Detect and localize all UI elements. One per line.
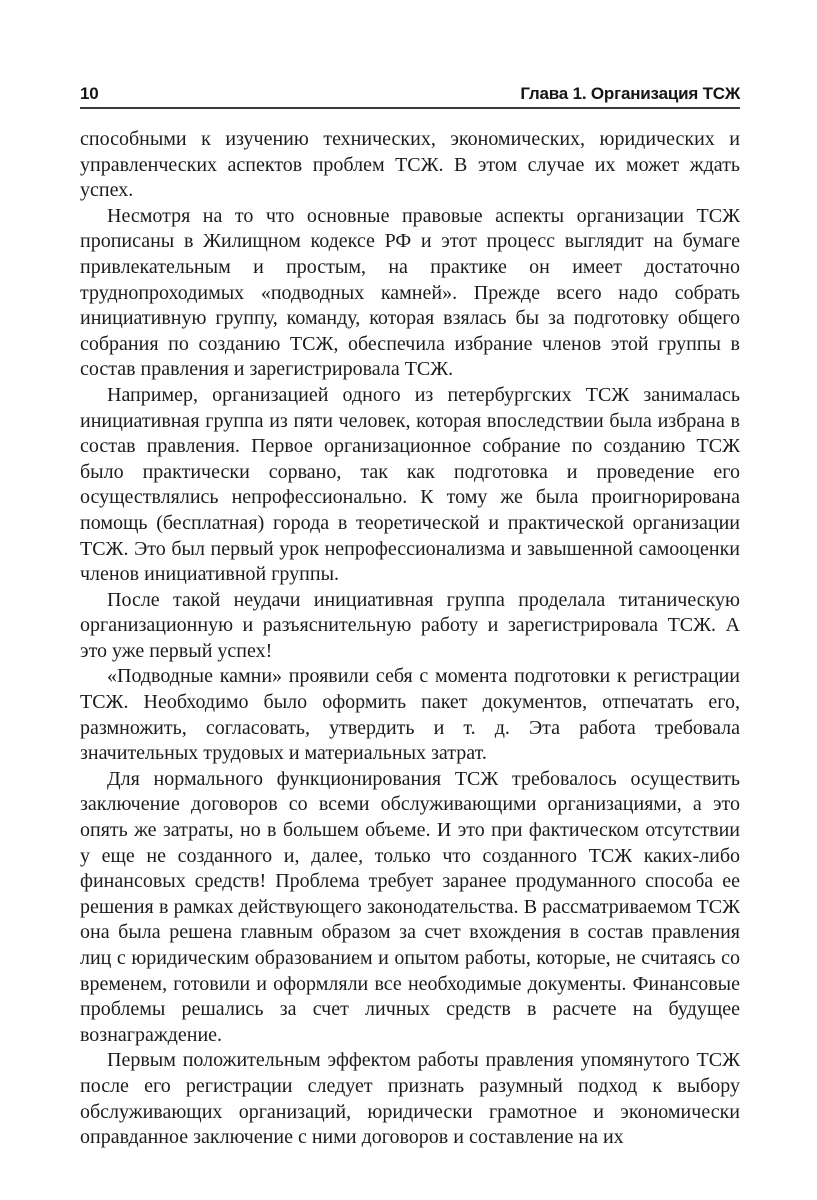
chapter-title: Глава 1. Организация ТСЖ xyxy=(520,84,740,103)
page-number: 10 xyxy=(80,84,99,103)
paragraph: «Подводные камни» проявили себя с момента подготовки к регистрации ТСЖ. Необходимо было оформить пакет документов, отпечатать его, размножить, согласовать, утвердить и т. д. Эта работа требовала значительных трудовых и материальных затрат. xyxy=(80,665,740,765)
body-text xyxy=(80,127,740,1151)
paragraph: способными к изучению технических, экономических, юридических и управленческих аспектов проблем ТСЖ. В этом случае их может ждать успех. xyxy=(80,128,740,202)
paragraph: После такой неудачи инициативная группа проделала титаническую организационную и разъяснительную работу и зарегистрировала ТСЖ. А это уже первый успех! xyxy=(80,588,740,662)
paragraph: Для нормального функционирования ТСЖ требовалось осуществить заключение договоров со всеми обслуживающими организациями, а это опять же затраты, но в большем объеме. И это при фактическом отсутствии у еще не созданного и, далее, только что созданного ТСЖ каких-либо финансовых средств! Проблема требует заранее продуманного способа ее решения в рамках действующего законодательства. В рассматриваемом ТСЖ она была решена главным образом за счет вхождения в состав правления лиц с юридическим образованием и опытом работы, которые, не считаясь со временем, готовили и оформляли все необходимые документы. Финансовые проблемы решались за счет личных средств в расчете на будущее вознаграждение. xyxy=(80,767,740,1046)
paragraph: Первым положительным эффектом работы правления упомянутого ТСЖ после его регистрации следует признать разумный подход к выбору обслуживающих организаций, юридически грамотное и экономически оправданное заключение с ними договоров и составление на их xyxy=(80,1049,740,1149)
page-header xyxy=(80,84,740,104)
header-rule xyxy=(80,107,740,109)
paragraph: Например, организацией одного из петербургских ТСЖ занималась инициативная группа из пяти человек, которая впоследствии была избрана в состав правления. Первое организационное собрание по созданию ТСЖ было практически сорвано, так как подготовка и проведение его осуществлялись непрофессионально. К тому же была проигнорирована помощь (бесплатная) города в теоретической и практической организации ТСЖ. Это был первый урок непрофессионализма и завышенной самооценки членов инициативной группы. xyxy=(80,383,740,586)
paragraph: Несмотря на то что основные правовые аспекты организации ТСЖ прописаны в Жилищном кодексе РФ и этот процесс выглядит на бумаге привлекательным и простым, на практике он имеет достаточно труднопроходимых «подводных камней». Прежде всего надо собрать инициативную группу, команду, которая взялась бы за подготовку общего собрания по созданию ТСЖ, обеспечила избрание членов этой группы в состав правления и зарегистрировала ТСЖ. xyxy=(80,204,740,381)
